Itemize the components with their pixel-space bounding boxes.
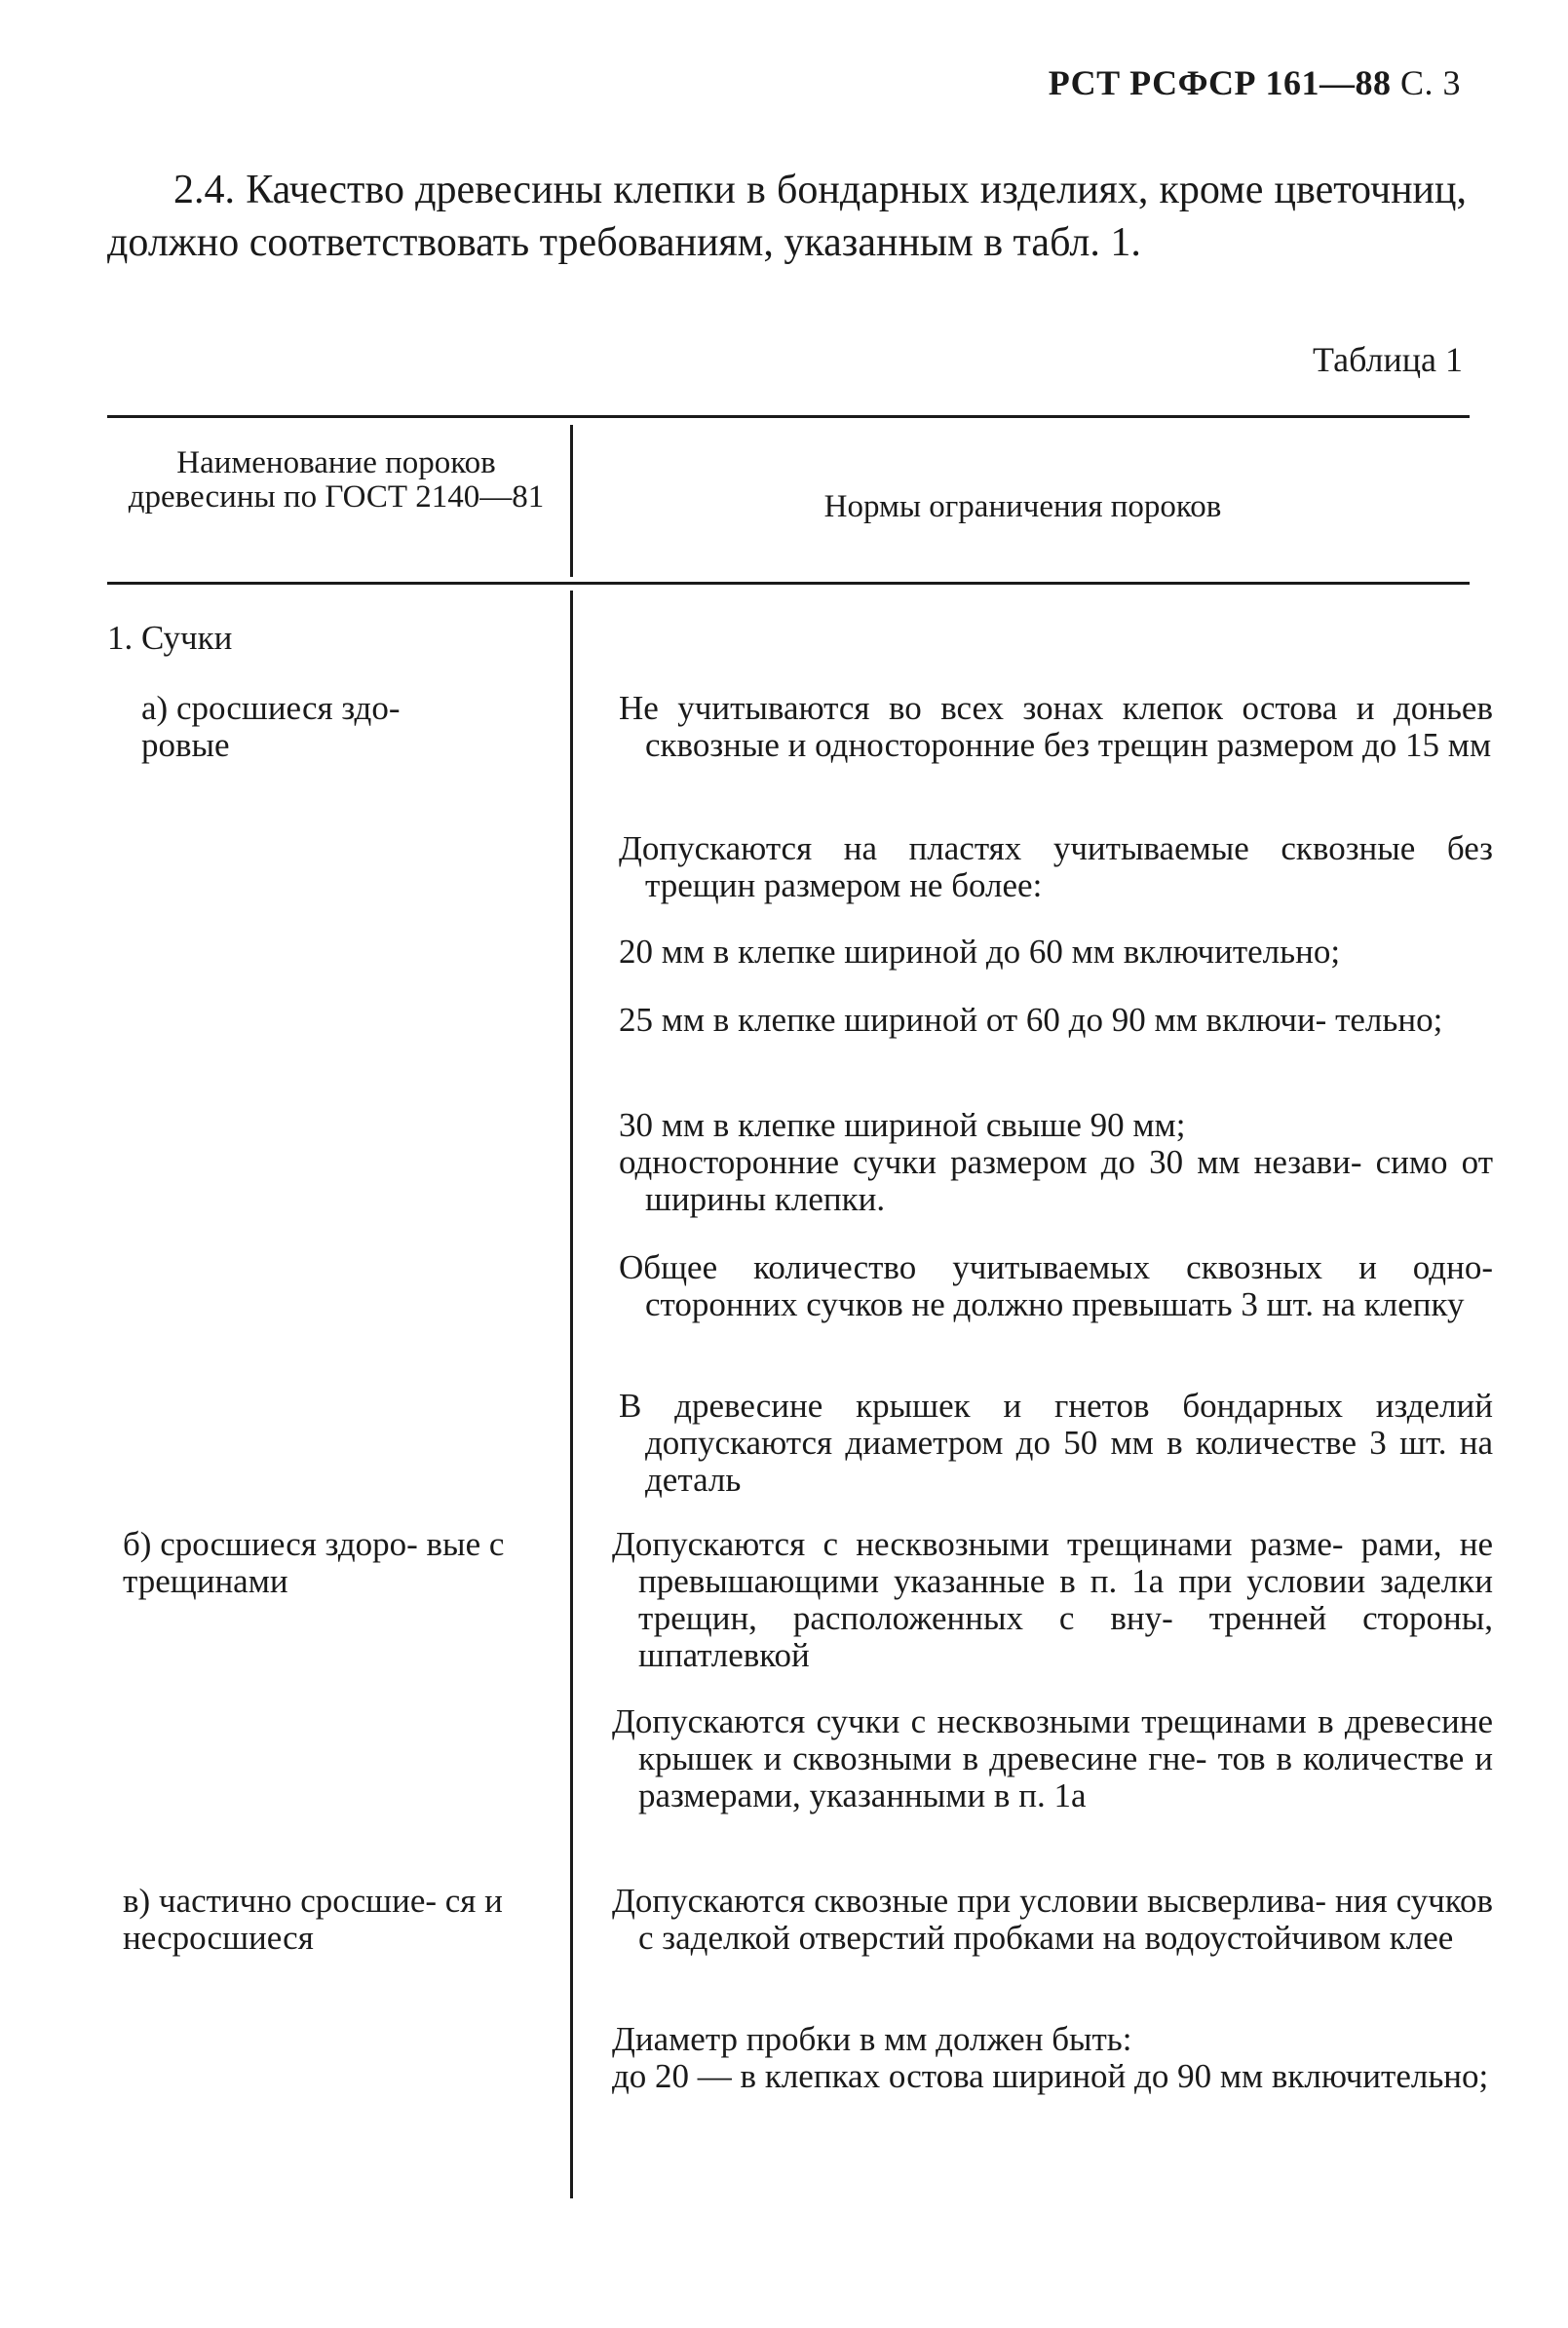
intro-text: 2.4. Качество древесины клепки в бондарных изделиях, кроме цветочниц, должно соответствовать требованиям, указанным в табл. 1. (107, 168, 1467, 265)
body-column-divider (570, 591, 573, 2198)
page-number: С. 3 (1399, 63, 1461, 102)
page-header (1049, 62, 1461, 103)
norm-paragraph: 25 мм в клепке шириной от 60 до 90 мм включи- тельно; (619, 1001, 1443, 1039)
header-column-divider (570, 425, 573, 577)
norm-paragraph: Не учитываются во всех зонах клепок остова и доньев сквозные и односторонние без трещин размером до 15 мм (619, 689, 1493, 764)
section-title: 1. Сучки (107, 619, 233, 657)
defect-label-v: в) частично сросшие- ся и несросшиеся (123, 1882, 503, 1957)
norm-paragraph: 30 мм в клепке шириной свыше 90 мм; (619, 1106, 1186, 1144)
intro-paragraph (107, 164, 1467, 269)
norm-paragraph: В древесине крышек и гнетов бондарных изделий допускаются диаметром до 50 мм в количестве 3 шт. на деталь (619, 1387, 1493, 1499)
table-caption: Таблица 1 (1313, 340, 1463, 379)
norm-paragraph: Допускаются с несквозными трещинами разме- рами, не превышающими указанные в п. 1а при условии заделки трещин, расположенных с вну- тренней стороны, шпатлевкой (612, 1525, 1493, 1674)
column-header-norms: Нормы ограничения пороков (823, 489, 1222, 524)
norm-paragraph: до 20 — в клепках остова шириной до 90 мм включительно; (612, 2057, 1489, 2095)
norm-paragraph: Диаметр пробки в мм должен быть: (612, 2020, 1132, 2058)
defect-label-a: а) сросшиеся здо- ровые (141, 689, 401, 764)
table-top-rule (107, 415, 1470, 418)
norm-paragraph: Допускаются на пластях учитываемые сквозные без трещин размером не более: (619, 829, 1493, 904)
norm-paragraph: 20 мм в клепке шириной до 60 мм включительно; (619, 933, 1341, 971)
column-header-defect: Наименование пороков древесины по ГОСТ 2140—81 (128, 445, 545, 515)
defect-label-b: б) сросшиеся здоро- вые с трещинами (123, 1525, 505, 1600)
norm-paragraph: Допускаются сучки с несквозными трещинами в древесине крышек и сквозными в древесине гне- тов в количестве и размерами, указанными в п. 1а (612, 1702, 1493, 1814)
standard-number: РСТ РСФСР 161—88 (1048, 63, 1392, 102)
table-header-rule (107, 582, 1470, 585)
norm-paragraph: односторонние сучки размером до 30 мм незави- симо от ширины клепки. (619, 1143, 1493, 1218)
norm-paragraph: Общее количество учитываемых сквозных и одно- сторонних сучков не должно превышать 3 шт. на клепку (619, 1248, 1493, 1323)
norm-paragraph: Допускаются сквозные при условии высверлива- ния сучков с заделкой отверстий пробками на водоустойчивом клее (612, 1882, 1493, 1957)
